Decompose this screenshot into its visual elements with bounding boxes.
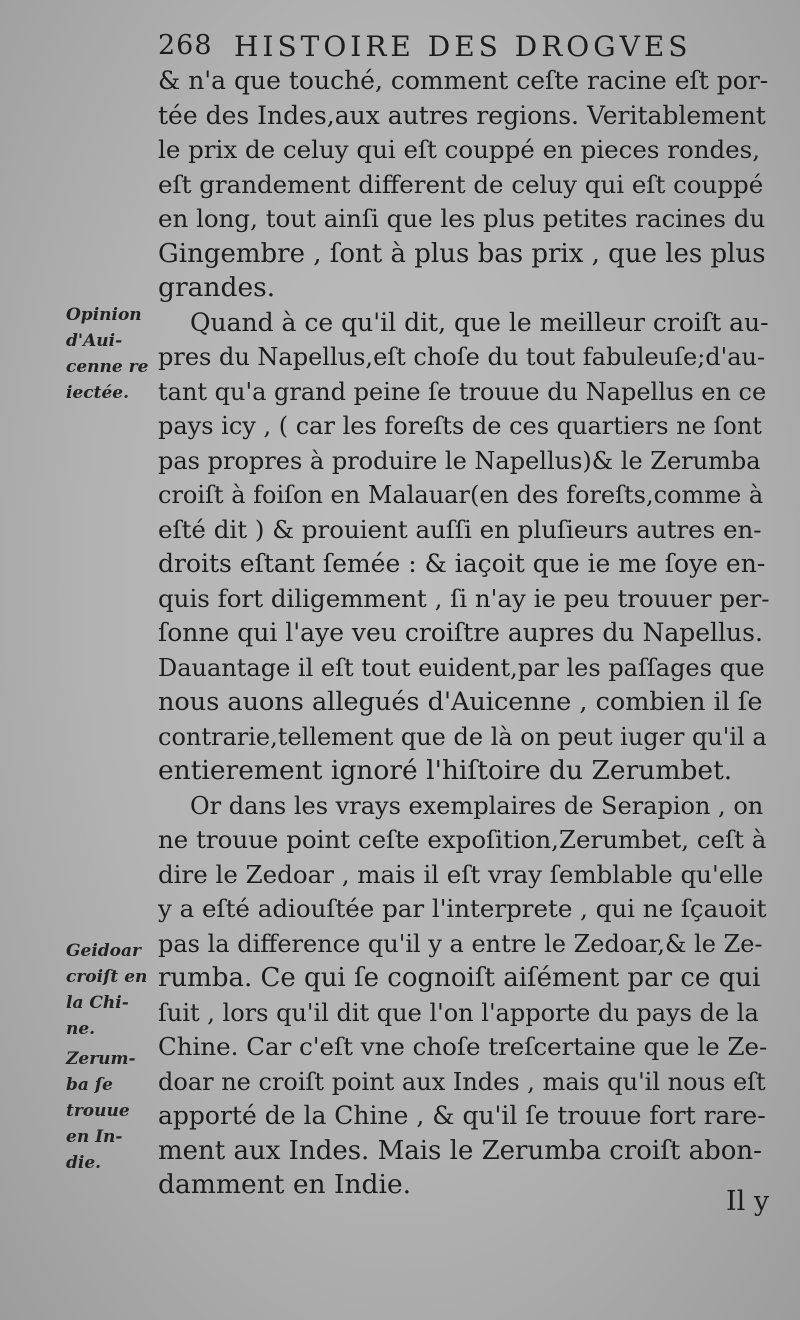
text-line: dire le Zedoar , mais il eſt vray ſemblable qu'elle: [158, 859, 764, 889]
text-line: pres du Napellus,eſt choſe du tout fabuleuſe;d'au-: [158, 343, 766, 371]
catchword: Il y: [726, 1186, 770, 1217]
text-line: ne trouue point ceſte expoſition,Zerumbet, ceſt à: [158, 825, 767, 854]
running-title: HISTOIRE DES DROGVES: [234, 30, 692, 63]
text-line: Chine. Car c'eſt vne choſe treſcertaine que le Ze-: [158, 1032, 768, 1061]
text-line: contrarie,tellement que de là on peut iuger qu'il a: [158, 722, 767, 751]
page-number: 268: [158, 30, 213, 61]
text-line: ſonne qui l'aye veu croiſtre aupres du Napellus.: [158, 618, 763, 647]
margin-note-line: ba ſe: [66, 1075, 113, 1095]
text-line: Or dans les vrays exemplaires de Serapion , on: [190, 791, 764, 820]
margin-note-line: croiſt en: [66, 967, 148, 987]
margin-note-line: d'Aui-: [66, 331, 123, 351]
text-line: Quand à ce qu'il dit, que le meilleur croiſt au-: [190, 307, 769, 337]
text-line: Dauantage il eſt tout euident,par les paſſages que: [158, 653, 765, 682]
text-line: croiſt à foiſon en Malauar(en des foreſts,comme à: [158, 481, 764, 509]
text-line: pays icy , ( car les foreſts de ces quartiers ne ſont: [158, 412, 762, 440]
text-line: ment aux Indes. Mais le Zerumba croiſt abon-: [158, 1135, 762, 1166]
margin-note-line: iectée.: [66, 383, 130, 403]
text-line: eſté dit ) & prouient auſſi en pluſieurs autres en-: [158, 514, 762, 544]
text-line: nous auons allegués d'Auicenne , combien il ſe: [158, 687, 763, 717]
margin-note-line: la Chi-: [66, 993, 129, 1013]
text-line: apporté de la Chine , & qu'il ſe trouue fort rare-: [158, 1101, 766, 1130]
text-line: tant qu'a grand peine ſe trouue du Napellus en ce: [158, 377, 767, 406]
margin-note-zerumba: [66, 1046, 156, 1176]
text-line: pas la difference qu'il y a entre le Zedoar,& le Ze-: [158, 929, 763, 958]
text-line: droits eſtant ſemée : & iaçoit que ie me ſoye en-: [158, 549, 766, 578]
margin-note-line: en In-: [66, 1127, 123, 1147]
text-line: quis fort diligemment , ſi n'ay ie peu trouuer per-: [158, 583, 770, 613]
margin-note-line: Opinion: [66, 305, 142, 325]
margin-note-line: cenne re: [66, 357, 149, 377]
main-text: [158, 64, 770, 1203]
text-line: entierement ignoré l'hiſtoire du Zerumbet.: [158, 755, 733, 786]
text-line: eſt grandement different de celuy qui eſt couppé: [158, 169, 764, 199]
text-line: & n'a que touché, comment ceſte racine eſt por-: [158, 66, 769, 95]
margin-note-line: Zerum-: [66, 1049, 136, 1069]
text-line: grandes.: [158, 272, 276, 303]
text-line: pas propres à produire le Napellus)& le Zerumba: [158, 446, 761, 475]
text-line: ſuit , lors qu'il dit que l'on l'apporte du pays de la: [158, 998, 759, 1027]
margin-note-avicenna: [66, 302, 156, 406]
text-line: doar ne croiſt point aux Indes , mais qu'il nous eſt: [158, 1067, 766, 1096]
text-line: Gingembre , ſont à plus bas prix , que les plus: [158, 238, 766, 269]
text-line: tée des Indes,aux autres regions. Veritablement: [158, 100, 766, 130]
text-line: le prix de celuy qui eſt couppé en pieces rondes,: [158, 135, 761, 164]
text-line: rumba. Ce qui ſe cognoiſt aiſément par ce qui: [158, 963, 761, 993]
margin-note-line: die.: [66, 1153, 102, 1173]
margin-note-line: Geidoar: [66, 941, 141, 961]
margin-note-geidoar: [66, 938, 156, 1042]
margin-note-line: trouue: [66, 1101, 130, 1121]
margin-note-line: ne.: [66, 1019, 96, 1039]
text-line: en long, tout ainſi que les plus petites racines du: [158, 204, 766, 233]
text-line: y a eſté adiouſtée par l'interprete , qui ne ſçauoit: [158, 894, 767, 923]
text-line: damment en Indie.: [158, 1169, 412, 1200]
